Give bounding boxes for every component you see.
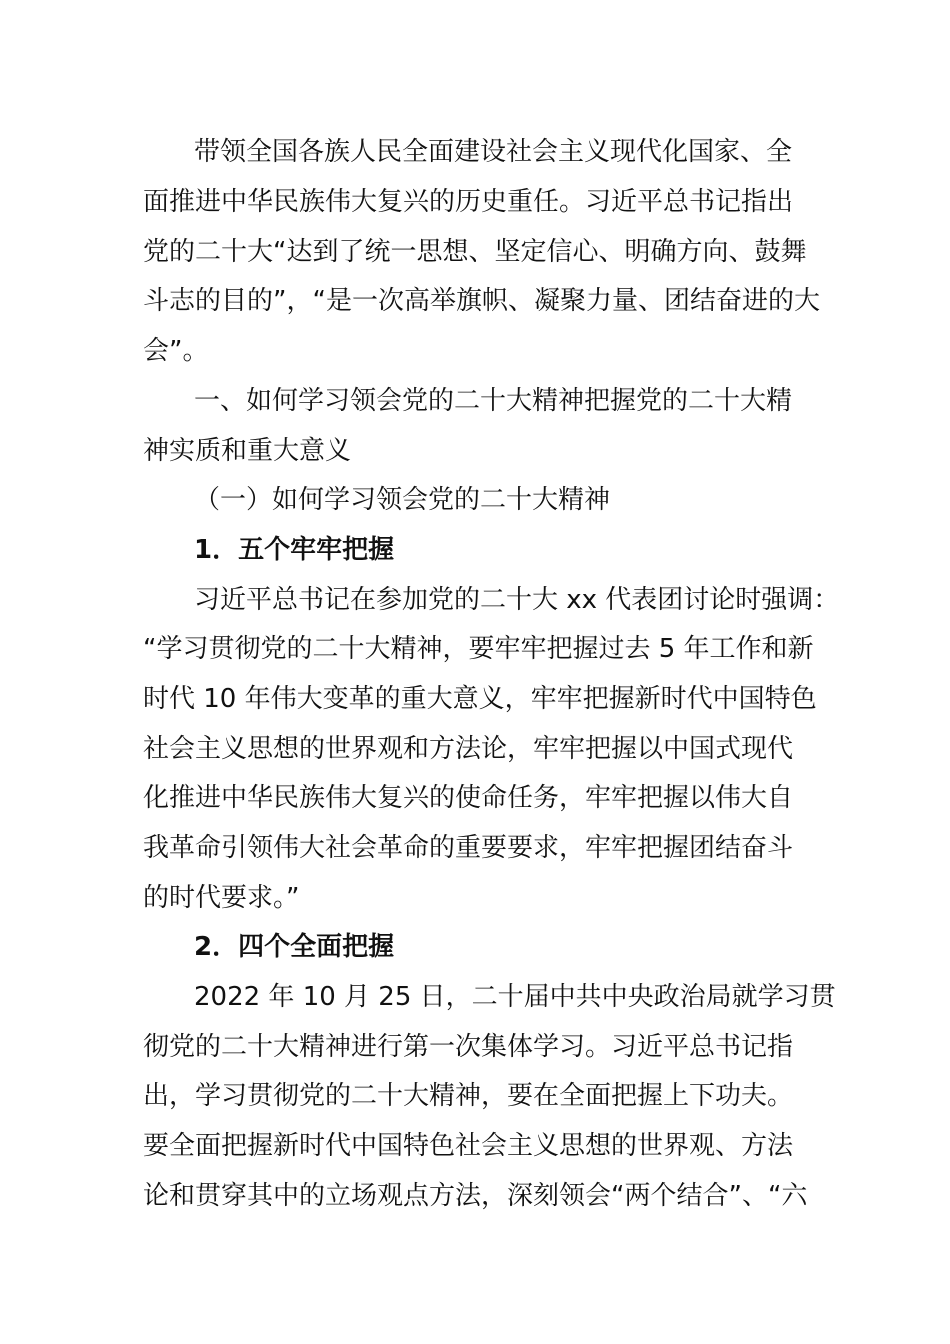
paragraph-line: 我革命引领伟大社会革命的重要要求，牢牢把握团结奋斗 bbox=[143, 833, 794, 863]
paragraph-line: 斗志的目的”，“是一次高举旗帜、凝聚力量、团结奋进的大 bbox=[143, 286, 820, 316]
paragraph-line: 会”。 bbox=[143, 336, 209, 366]
paragraph-line: 的时代要求。” bbox=[143, 883, 300, 913]
paragraph-line: 2022 年 10 月 25 日，二十届中共中央政治局就学习贯 bbox=[194, 982, 836, 1012]
numbered-heading: 2．四个全面把握 bbox=[194, 932, 395, 962]
section-heading-line: 一、如何学习领会党的二十大精神把握党的二十大精 bbox=[194, 386, 793, 416]
numbered-heading: 1．五个牢牢把握 bbox=[194, 535, 395, 565]
paragraph-line: 时代 10 年伟大变革的重大意义，牢牢把握新时代中国特色 bbox=[143, 684, 817, 714]
paragraph-line: 要全面把握新时代中国特色社会主义思想的世界观、方法 bbox=[143, 1131, 794, 1161]
paragraph-line: 带领全国各族人民全面建设社会主义现代化国家、全 bbox=[194, 137, 793, 167]
paragraph-line: 社会主义思想的世界观和方法论，牢牢把握以中国式现代 bbox=[143, 734, 794, 764]
paragraph-line: 党的二十大“达到了统一思想、坚定信心、明确方向、鼓舞 bbox=[143, 237, 807, 267]
paragraph-line: 化推进中华民族伟大复兴的使命任务，牢牢把握以伟大自 bbox=[143, 783, 794, 813]
paragraph-line: 面推进中华民族伟大复兴的历史重任。习近平总书记指出 bbox=[143, 187, 794, 217]
paragraph-line: 习近平总书记在参加党的二十大 xx 代表团讨论时强调： bbox=[194, 585, 840, 615]
paragraph-line: “学习贯彻党的二十大精神，要牢牢把握过去 5 年工作和新 bbox=[143, 634, 814, 664]
paragraph-line: 彻党的二十大精神进行第一次集体学习。习近平总书记指 bbox=[143, 1032, 794, 1062]
section-heading-line: 神实质和重大意义 bbox=[143, 436, 352, 466]
paragraph-line: 出，学习贯彻党的二十大精神，要在全面把握上下功夫。 bbox=[143, 1081, 794, 1111]
subsection-heading: （一）如何学习领会党的二十大精神 bbox=[194, 485, 611, 515]
paragraph-line: 论和贯穿其中的立场观点方法，深刻领会“两个结合”、“六 bbox=[143, 1181, 808, 1211]
